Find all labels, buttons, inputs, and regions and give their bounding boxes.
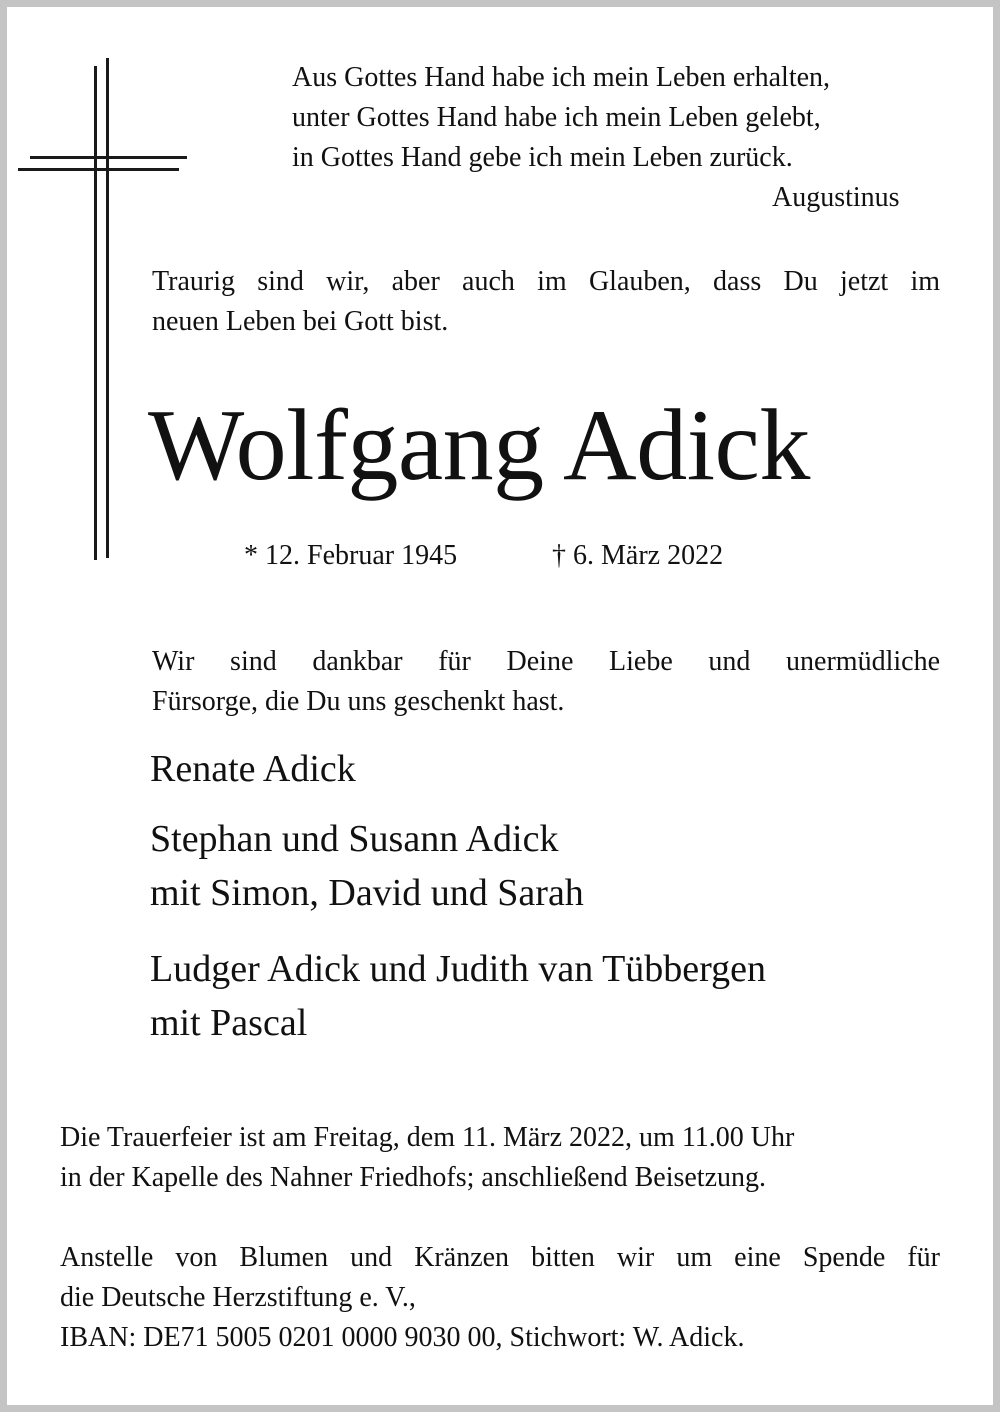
family-line: mit Simon, David und Sarah xyxy=(150,872,584,914)
ceremony-line: in der Kapelle des Nahner Friedhofs; anschließend Beisetzung. xyxy=(60,1162,767,1193)
quote-block xyxy=(292,58,932,178)
deceased-name: Wolfgang Adick xyxy=(148,389,810,502)
death-date: † 6. März 2022 xyxy=(552,540,724,571)
cross-horizontal-bottom xyxy=(18,168,179,171)
gratitude-paragraph xyxy=(152,642,940,722)
cross-vertical-left xyxy=(94,66,97,560)
cross-vertical-right xyxy=(106,58,109,558)
family-group xyxy=(150,942,766,1050)
ceremony-line: Die Trauerfeier ist am Freitag, dem 11. März 2022, um 11.00 Uhr xyxy=(60,1122,795,1153)
donation-paragraph xyxy=(60,1238,940,1358)
quote-line: unter Gottes Hand habe ich mein Leben gelebt, xyxy=(292,102,821,133)
quote-line: Aus Gottes Hand habe ich mein Leben erhalten, xyxy=(292,62,831,93)
donation-line: Anstelle von Blumen und Kränzen bitten wir um eine Spende für xyxy=(60,1242,940,1273)
birth-date: * 12. Februar 1945 xyxy=(244,540,458,571)
family-line: Renate Adick xyxy=(150,748,356,790)
intro-paragraph xyxy=(152,262,940,342)
intro-line: neuen Leben bei Gott bist. xyxy=(152,306,449,337)
family-group xyxy=(150,812,584,920)
donation-line: IBAN: DE71 5005 0201 0000 9030 00, Stichwort: W. Adick. xyxy=(60,1322,745,1353)
family-line: Stephan und Susann Adick xyxy=(150,818,559,860)
gratitude-line: Wir sind dankbar für Deine Liebe und unermüdliche xyxy=(152,646,940,677)
gratitude-line: Fürsorge, die Du uns geschenkt hast. xyxy=(152,686,565,717)
quote-author: Augustinus xyxy=(772,182,900,213)
intro-line: Traurig sind wir, aber auch im Glauben, dass Du jetzt im xyxy=(152,266,940,297)
quote-line: in Gottes Hand gebe ich mein Leben zurück. xyxy=(292,142,793,173)
family-line: mit Pascal xyxy=(150,1002,308,1044)
ceremony-paragraph xyxy=(60,1118,940,1198)
cross-horizontal-top xyxy=(30,156,187,159)
family-line: Ludger Adick und Judith van Tübbergen xyxy=(150,948,766,990)
family-group xyxy=(150,742,356,796)
donation-line: die Deutsche Herzstiftung e. V., xyxy=(60,1282,416,1313)
